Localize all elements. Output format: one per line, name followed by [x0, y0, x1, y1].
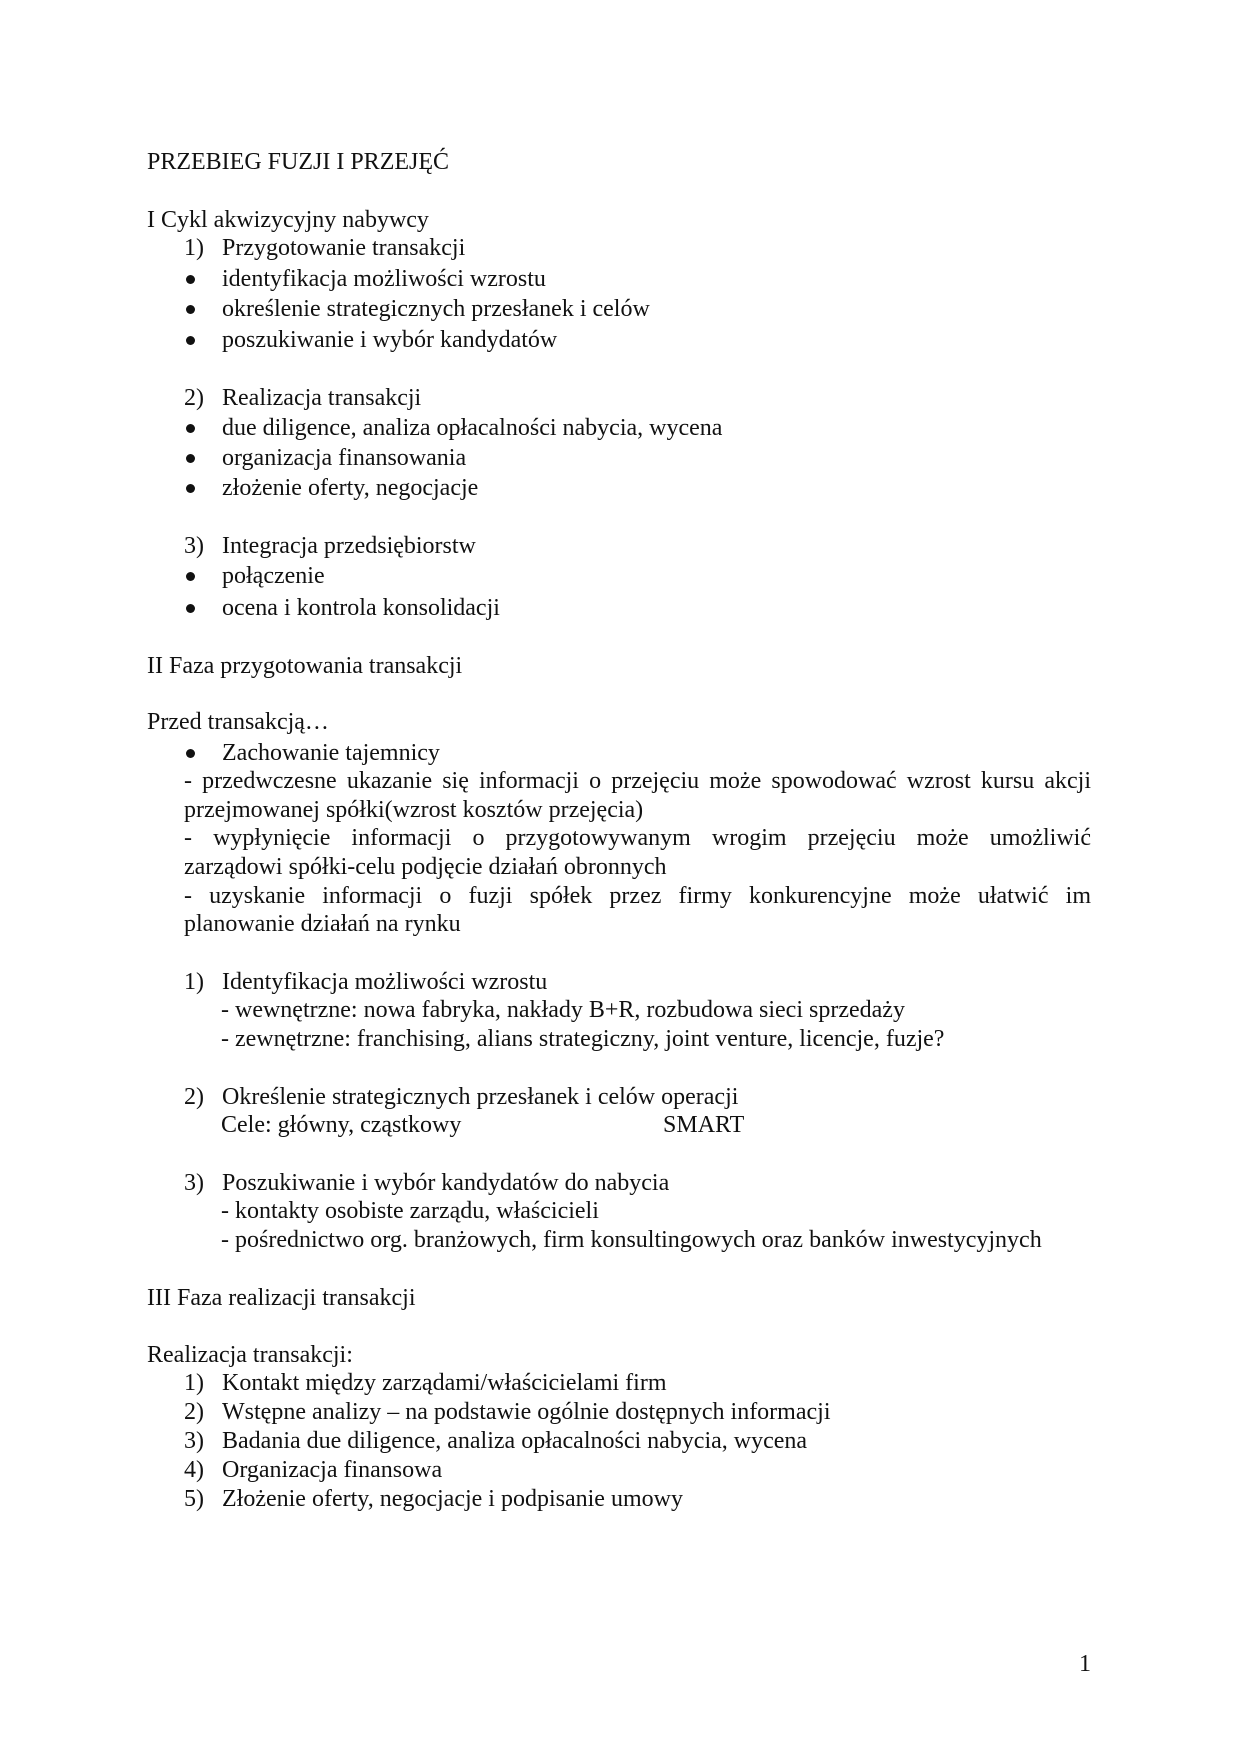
- bullet-icon: [186, 572, 195, 581]
- bullet-text: identyfikacja możliwości wzrostu: [222, 266, 546, 292]
- document-title: PRZEBIEG FUZJI I PRZEJĘĆ: [147, 149, 450, 175]
- item-label: Realizacja transakcji: [222, 385, 422, 411]
- bullet-icon: [186, 275, 195, 284]
- section-1-heading: I Cykl akwizycyjny nabywcy: [147, 207, 429, 233]
- bullet-text: due diligence, analiza opłacalności nabycia, wycena: [222, 415, 723, 441]
- item-label: Kontakt między zarządami/właścicielami firm: [222, 1370, 667, 1396]
- item-number: 5): [184, 1486, 204, 1512]
- sub-item: - pośrednictwo org. branżowych, firm konsultingowych oraz banków inwestycyjnych: [221, 1227, 1042, 1253]
- item-number: 3): [184, 1428, 204, 1454]
- paragraph-line: - wypłynięcie informacji o przygotowywanym wrogim przejęciu może umożliwić: [184, 825, 1091, 851]
- bullet-icon: [186, 484, 195, 493]
- bullet-text: Zachowanie tajemnicy: [222, 740, 440, 766]
- bullet-text: organizacja finansowania: [222, 445, 467, 471]
- item-label: Integracja przedsiębiorstw: [222, 533, 476, 559]
- item-number: 4): [184, 1457, 204, 1483]
- bullet-text: poszukiwanie i wybór kandydatów: [222, 327, 558, 353]
- bullet-text: połączenie: [222, 563, 325, 589]
- bullet-icon: [186, 454, 195, 463]
- paragraph-line: zarządowi spółki-celu podjęcie działań obronnych: [184, 854, 667, 880]
- item-label: Wstępne analizy – na podstawie ogólnie dostępnych informacji: [222, 1399, 831, 1425]
- section-3-heading: III Faza realizacji transakcji: [147, 1285, 416, 1311]
- paragraph-line: - uzyskanie informacji o fuzji spółek przez firmy konkurencyjne może ułatwić im: [184, 883, 1091, 909]
- sub-item: - kontakty osobiste zarządu, właścicieli: [221, 1198, 599, 1224]
- item-label: Złożenie oferty, negocjacje i podpisanie umowy: [222, 1486, 683, 1512]
- item-number: 3): [184, 533, 204, 559]
- paragraph-line: - przedwczesne ukazanie się informacji o przejęciu może spowodować wzrost kursu akcji: [184, 768, 1091, 794]
- item-number: 1): [184, 1370, 204, 1396]
- bullet-icon: [186, 604, 195, 613]
- section-2-heading: II Faza przygotowania transakcji: [147, 653, 463, 679]
- bullet-text: określenie strategicznych przesłanek i celów: [222, 296, 650, 322]
- item-number: 2): [184, 1399, 204, 1425]
- sub-item: - zewnętrzne: franchising, alians strategiczny, joint venture, licencje, fuzje?: [221, 1026, 945, 1052]
- item-label: Poszukiwanie i wybór kandydatów do nabycia: [222, 1170, 670, 1196]
- paragraph-line: przejmowanej spółki(wzrost kosztów przejęcia): [184, 797, 644, 823]
- item-label: Przygotowanie transakcji: [222, 235, 466, 261]
- item-number: 2): [184, 1084, 204, 1110]
- item-number: 1): [184, 969, 204, 995]
- page-number: 1: [1079, 1651, 1091, 1677]
- item-label: Badania due diligence, analiza opłacalności nabycia, wycena: [222, 1428, 808, 1454]
- smart-label: SMART: [663, 1112, 745, 1138]
- item-label: Organizacja finansowa: [222, 1457, 443, 1483]
- paragraph-line: planowanie działań na rynku: [184, 911, 461, 937]
- item-label: Określenie strategicznych przesłanek i celów operacji: [222, 1084, 739, 1110]
- item-number: 1): [184, 235, 204, 261]
- section-2-intro: Przed transakcją…: [147, 709, 329, 735]
- sub-item: Cele: główny, cząstkowy: [221, 1112, 462, 1138]
- bullet-icon: [186, 424, 195, 433]
- section-3-intro: Realizacja transakcji:: [147, 1342, 353, 1368]
- item-label: Identyfikacja możliwości wzrostu: [222, 969, 548, 995]
- bullet-icon: [186, 305, 195, 314]
- bullet-text: ocena i kontrola konsolidacji: [222, 595, 500, 621]
- item-number: 3): [184, 1170, 204, 1196]
- sub-item: - wewnętrzne: nowa fabryka, nakłady B+R, rozbudowa sieci sprzedaży: [221, 997, 905, 1023]
- bullet-text: złożenie oferty, negocjacje: [222, 475, 479, 501]
- item-number: 2): [184, 385, 204, 411]
- bullet-icon: [186, 749, 195, 758]
- bullet-icon: [186, 336, 195, 345]
